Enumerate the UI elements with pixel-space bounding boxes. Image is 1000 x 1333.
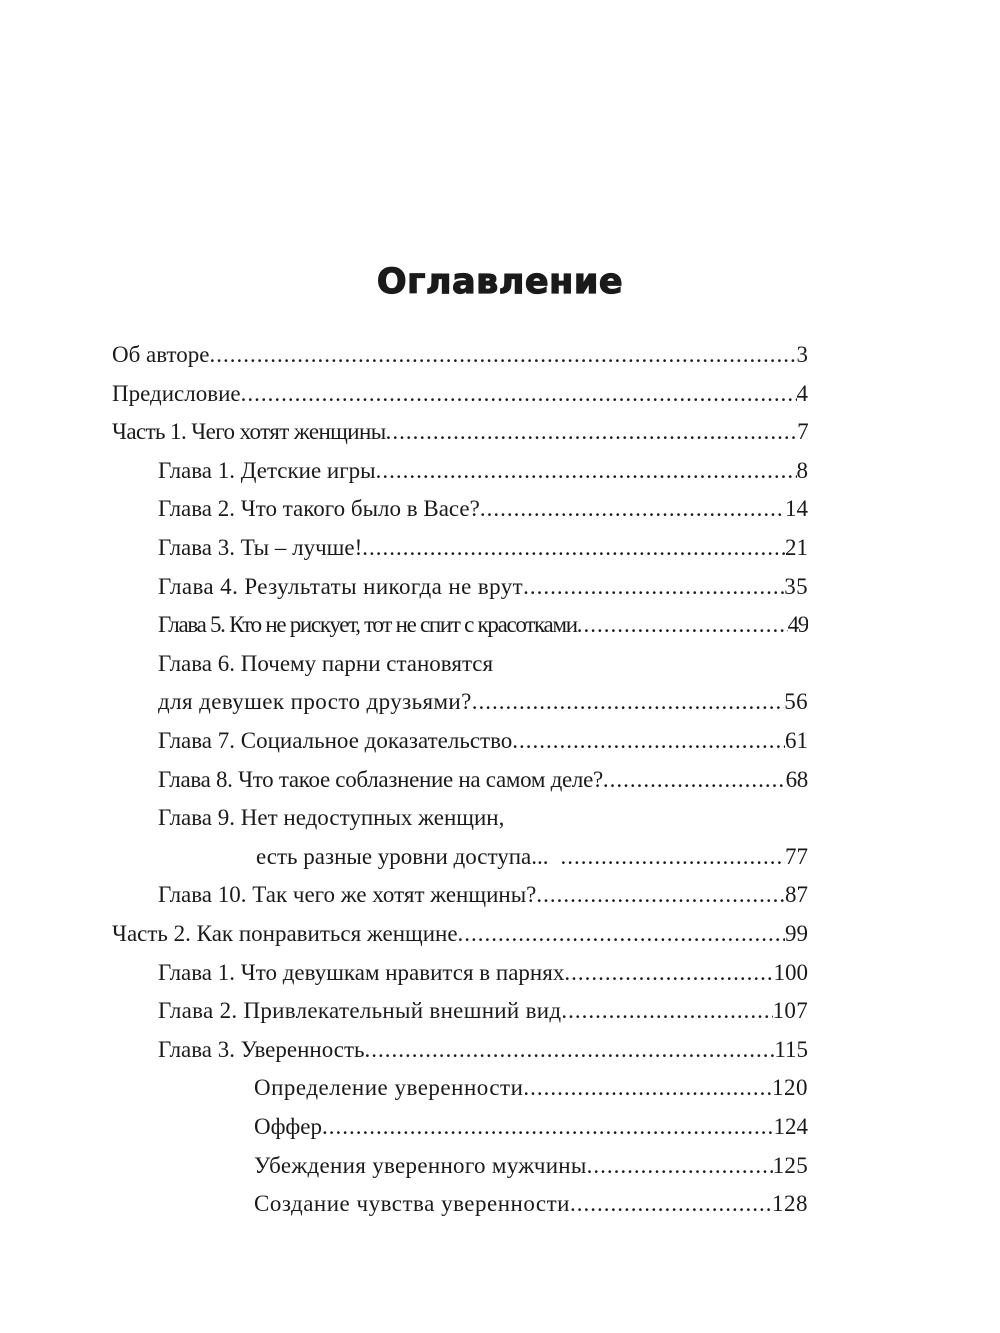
toc-entry-text: Глава 3. Уверенность (158, 1036, 365, 1062)
toc-entry-text: Часть 2. Как понравиться женщине (112, 921, 458, 946)
toc-entry-text: Глава 4. Результаты никогда не врут (158, 573, 524, 599)
toc-entry-text: Глава 2. Привлекательный внешний вид (158, 998, 562, 1024)
dot-leader (210, 336, 797, 374)
toc-entry-text: Глава 5. Кто не рискует, тот не спит с красотками (158, 612, 577, 638)
toc-entry-text: для девушек просто друзьями? (158, 689, 472, 715)
toc-page-number: 128 (772, 1191, 808, 1217)
toc-page-number: 115 (774, 1036, 808, 1062)
toc-entry-part-1[interactable] (0, 413, 1000, 451)
toc-entry-text: Часть 1. Чего хотят женщины (112, 419, 386, 445)
toc-entry-part2-chapter-1[interactable] (0, 954, 1000, 992)
toc-entry-part1-chapter-7[interactable] (0, 722, 1000, 760)
dot-leader (577, 606, 788, 644)
toc-entry-part1-chapter-6-continued[interactable] (0, 683, 1000, 721)
dot-leader (362, 529, 785, 567)
toc-entry-part1-chapter-9[interactable] (0, 799, 1000, 837)
dot-leader (570, 1185, 772, 1223)
toc-page-number: 21 (785, 535, 808, 560)
toc-entry-text: Глава 6. Почему парни становятся (158, 650, 494, 676)
toc-entry-part-2[interactable] (0, 915, 1000, 953)
toc-entry-part1-chapter-10[interactable] (0, 876, 1000, 914)
toc-entry-creating-confidence[interactable] (0, 1185, 1000, 1223)
toc-entry-part1-chapter-6[interactable] (0, 645, 1000, 683)
toc-entry-offer[interactable] (0, 1108, 1000, 1146)
dot-leader (523, 1069, 772, 1107)
toc-entry-part1-chapter-5[interactable] (0, 606, 1000, 644)
toc-page-number: 100 (773, 959, 808, 985)
page-title: Оглавление (376, 262, 624, 302)
dot-leader (322, 1108, 774, 1146)
toc-entry-part1-chapter-8[interactable] (0, 761, 1000, 799)
toc-page-number: 107 (772, 998, 808, 1024)
dot-leader (561, 992, 772, 1030)
toc-page-number: 4 (796, 380, 808, 406)
dot-leader (365, 1031, 775, 1069)
toc-page-number: 120 (772, 1075, 808, 1101)
dot-leader (376, 452, 797, 490)
toc-entry-part2-chapter-3[interactable] (0, 1031, 1000, 1069)
toc-entry-text: Глава 2. Что такого было в Васе? (158, 496, 480, 522)
toc-entry-text: Предисловие (112, 380, 241, 406)
toc-entry-text: Оффер (254, 1114, 322, 1139)
toc-page-number: 3 (796, 342, 808, 367)
toc-entry-part2-chapter-2[interactable] (0, 992, 1000, 1030)
toc-page-number: 35 (784, 573, 808, 599)
dot-leader (603, 761, 786, 799)
toc-page-number: 49 (787, 612, 808, 638)
toc-entry-text: Глава 3. Ты – лучше! (158, 535, 363, 560)
toc-page-number: 68 (785, 766, 808, 792)
dot-leader (458, 915, 785, 953)
toc-entry-part1-chapter-1[interactable] (0, 452, 1000, 490)
toc-entry-preface[interactable] (0, 375, 1000, 413)
toc-page-number: 7 (797, 419, 808, 445)
dot-leader (386, 413, 798, 451)
toc-entry-text: Об авторе (112, 342, 210, 367)
dot-leader (561, 838, 785, 876)
toc-entry-text: Определение уверенности (254, 1075, 524, 1101)
toc-entry-text: Глава 9. Нет недоступных женщин, (158, 805, 505, 831)
dot-leader (587, 1147, 773, 1185)
toc-entry-about-author[interactable] (0, 336, 1000, 374)
toc-entry-text: Глава 7. Социальное доказательство (158, 728, 513, 753)
dot-leader (480, 490, 785, 528)
toc-entry-confident-man-beliefs[interactable] (0, 1147, 1000, 1185)
toc-page-number: 124 (773, 1114, 808, 1139)
toc-page-number: 56 (784, 689, 808, 715)
toc-page-number: 14 (785, 496, 808, 522)
toc-entry-confidence-definition[interactable] (0, 1069, 1000, 1107)
toc-page-number: 8 (796, 457, 808, 483)
dot-leader (241, 375, 797, 413)
toc-entry-part1-chapter-4[interactable] (0, 568, 1000, 606)
toc-entry-text: Глава 8. Что такое соблазнение на самом деле? (158, 766, 603, 792)
dot-leader (536, 876, 785, 914)
toc-page-number: 99 (785, 921, 808, 946)
toc-entry-part1-chapter-9-continued[interactable] (0, 838, 1000, 876)
toc-entry-text: Глава 1. Детские игры (158, 457, 376, 483)
toc-entry-text: есть разные уровни доступа... (256, 843, 549, 869)
toc-entry-part1-chapter-3[interactable] (0, 529, 1000, 567)
toc-entry-text: Создание чувства уверенности (254, 1191, 570, 1217)
toc-page-number: 125 (772, 1152, 808, 1178)
dot-leader (472, 683, 784, 721)
dot-leader (523, 568, 784, 606)
toc-page-number: 77 (785, 843, 808, 869)
toc-page-number: 61 (785, 728, 808, 753)
toc-page-number: 87 (785, 882, 808, 908)
toc-entry-text: Глава 1. Что девушкам нравится в парнях (158, 959, 565, 985)
dot-leader (512, 722, 785, 760)
toc-entry-text: Глава 10. Так чего же хотят женщины? (158, 882, 537, 908)
toc-entry-text: Убеждения уверенного мужчины (254, 1152, 587, 1178)
toc-entry-part1-chapter-2[interactable] (0, 490, 1000, 528)
dot-leader (564, 954, 773, 992)
